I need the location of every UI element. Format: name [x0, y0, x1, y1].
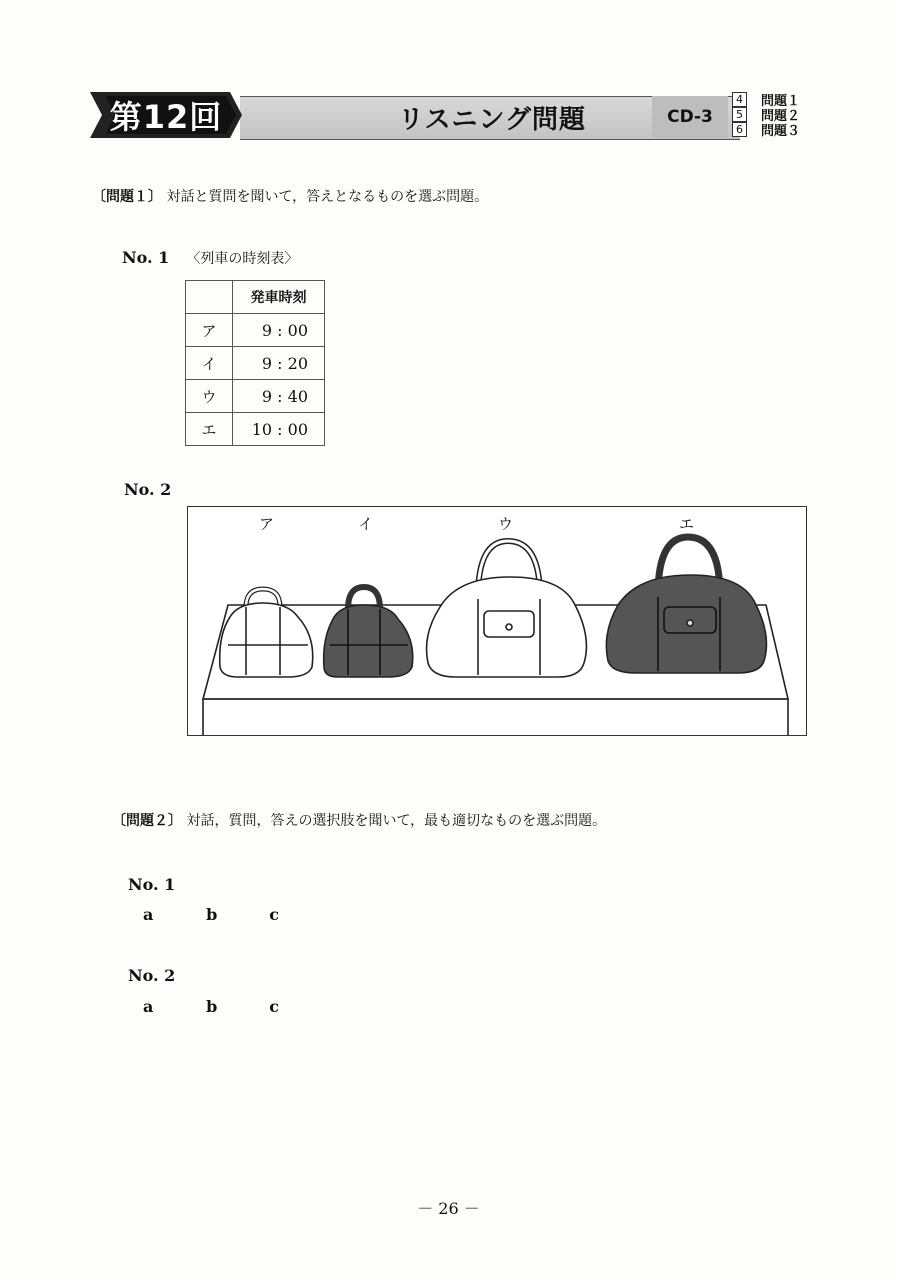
- bags-illustration: [187, 506, 807, 736]
- departure-time: 9 : 00: [233, 314, 325, 347]
- track-item: 6 問題３: [732, 122, 818, 137]
- q2-instruction: 対話，質問，答えの選択肢を聞いて，最も適切なものを選ぶ問題。: [186, 813, 607, 829]
- bag-label-e: エ: [679, 515, 695, 533]
- row-key: ウ: [186, 380, 233, 413]
- page-number: － 26 －: [417, 1199, 480, 1218]
- q1-heading: [92, 186, 488, 206]
- departure-time: 9 : 20: [233, 347, 325, 380]
- table-row: [186, 380, 325, 413]
- q1-label: 〔問題１〕: [92, 189, 162, 205]
- track-list: [732, 92, 818, 137]
- section-header: [90, 90, 816, 140]
- bag-a: [220, 589, 313, 677]
- track-item: 5 問題２: [732, 107, 818, 122]
- table-header-row: [186, 281, 325, 314]
- row-key: ア: [186, 314, 233, 347]
- bag-label-u: ウ: [498, 515, 514, 533]
- q2-label: 〔問題２〕: [112, 813, 182, 829]
- q2-no1-label: No. 1: [128, 875, 176, 894]
- bag-e: [606, 537, 766, 673]
- cd-label: CD-3: [652, 96, 728, 138]
- column-header: 発車時刻: [233, 281, 325, 314]
- q1-no1-label: No. 1: [122, 248, 170, 267]
- q2-no2-choices: [143, 997, 327, 1016]
- table-row: [186, 314, 325, 347]
- choice-c: c: [269, 905, 279, 924]
- page-title: リスニング問題: [398, 104, 586, 135]
- row-key: エ: [186, 413, 233, 446]
- choice-a: a: [143, 905, 154, 924]
- departure-time: 9 : 40: [233, 380, 325, 413]
- q1-no1-heading: [122, 248, 298, 268]
- round-number: 第12回: [109, 98, 223, 136]
- choice-b: b: [206, 905, 218, 924]
- q1-instruction: 対話と質問を聞いて，答えとなるものを選ぶ問題。: [166, 189, 489, 205]
- q1-no2-label: No. 2: [124, 480, 172, 499]
- choice-a: a: [143, 997, 154, 1016]
- q2-heading: [112, 810, 606, 830]
- q2-no2-label: No. 2: [128, 966, 176, 985]
- bag-label-a: ア: [259, 515, 275, 533]
- choice-b: b: [206, 997, 218, 1016]
- q2-no1-choices: [143, 905, 327, 924]
- timetable-subtitle: 〈列車の時刻表〉: [186, 251, 299, 267]
- table-row: [186, 413, 325, 446]
- departure-time: 10 : 00: [233, 413, 325, 446]
- choice-c: c: [269, 997, 279, 1016]
- bags-drawing: [188, 507, 806, 735]
- bag-i: [324, 587, 413, 677]
- bag-label-i: イ: [358, 515, 374, 533]
- table-row: [186, 347, 325, 380]
- train-timetable: [185, 280, 325, 446]
- bag-u: [427, 541, 587, 677]
- track-item: 4 問題１: [732, 92, 818, 107]
- row-key: イ: [186, 347, 233, 380]
